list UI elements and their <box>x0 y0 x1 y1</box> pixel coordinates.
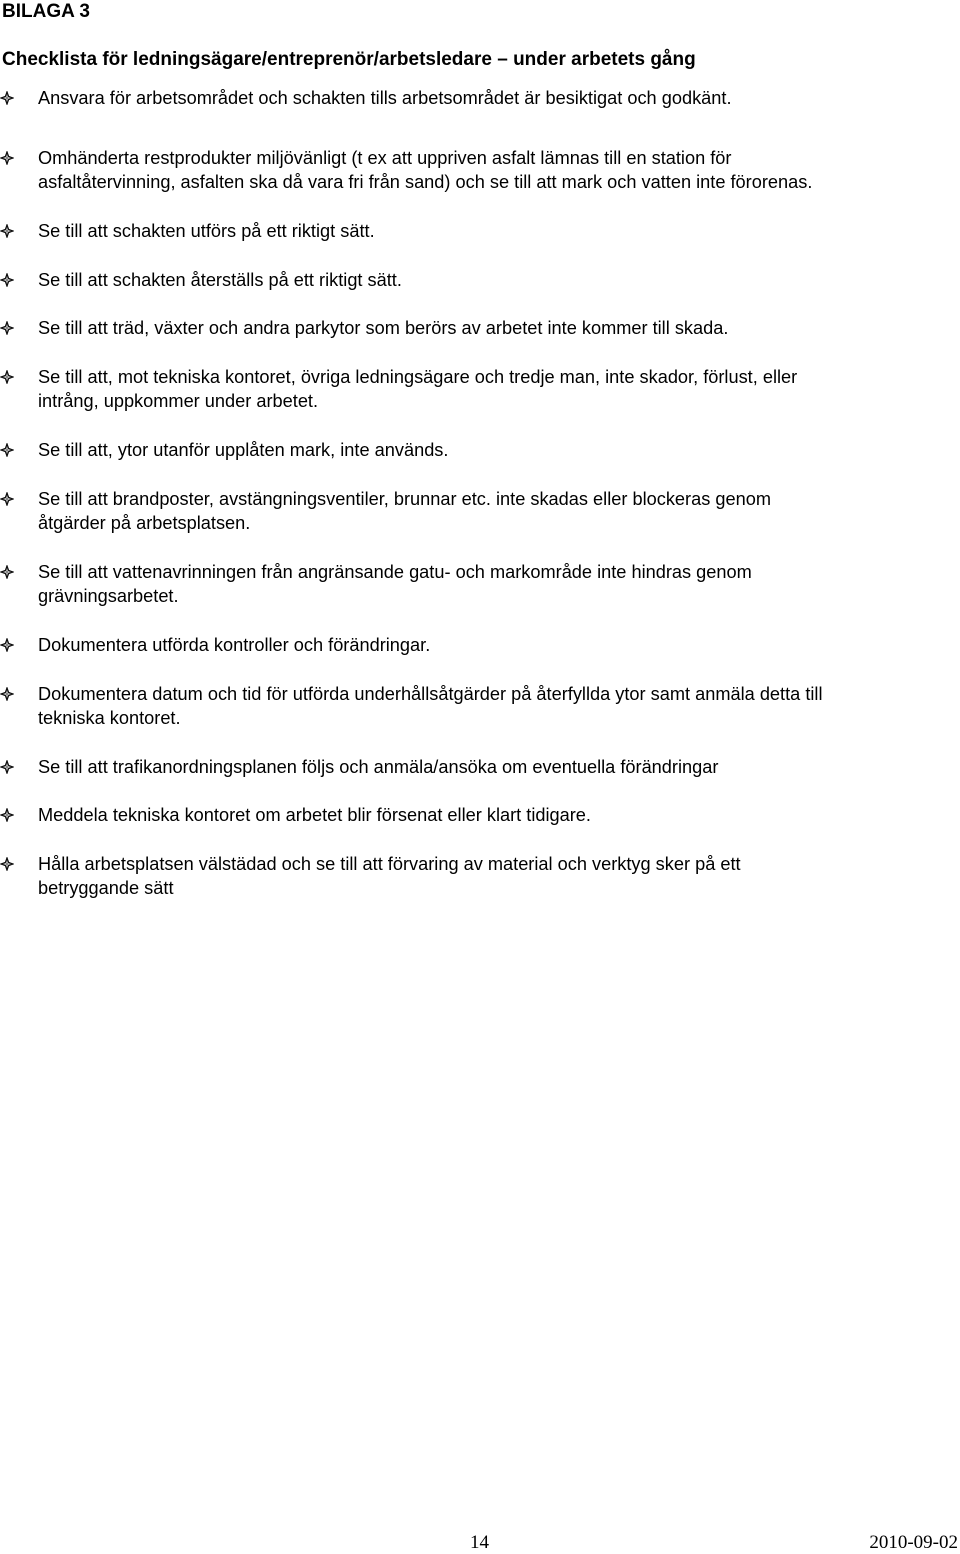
four-petal-diamond-icon <box>0 565 14 579</box>
page-date: 2010-09-02 <box>869 1532 958 1553</box>
checklist-item <box>0 487 950 535</box>
checklist-item-text: Se till att, mot tekniska kontoret, övriga ledningsägare och tredje man, inte skador, förlust, eller intrång, uppkommer under arbetet. <box>38 367 798 411</box>
checklist-item-text: Se till att vattenavrinningen från angränsande gatu- och markområde inte hindras genom grävningsarbetet. <box>38 562 752 606</box>
checklist-item-text: Ansvara för arbetsområdet och schakten tills arbetsområdet är besiktigat och godkänt. <box>38 88 732 108</box>
checklist-item <box>0 682 950 730</box>
four-petal-diamond-icon <box>0 760 14 774</box>
four-petal-diamond-icon <box>0 638 14 652</box>
checklist-item <box>0 560 950 608</box>
checklist-item <box>0 86 950 110</box>
checklist-item-text: Se till att schakten återställs på ett riktigt sätt. <box>38 270 402 290</box>
checklist-item-text: Se till att schakten utförs på ett riktigt sätt. <box>38 221 375 241</box>
checklist-item-text: Meddela tekniska kontoret om arbetet blir försenat eller klart tidigare. <box>38 805 591 825</box>
checklist-item <box>0 803 950 827</box>
four-petal-diamond-icon <box>0 321 14 335</box>
checklist-item-text: Se till att, ytor utanför upplåten mark, inte används. <box>38 440 449 460</box>
checklist-item-text: Se till att brandposter, avstängningsventiler, brunnar etc. inte skadas eller blockeras genom åtgärder på arbetsplatsen. <box>38 489 771 533</box>
four-petal-diamond-icon <box>0 370 14 384</box>
four-petal-diamond-icon <box>0 492 14 506</box>
checklist-item-text: Dokumentera datum och tid för utförda underhållsåtgärder på återfyllda ytor samt anmäla detta till tekniska kontoret. <box>38 684 823 728</box>
four-petal-diamond-icon <box>0 273 14 287</box>
four-petal-diamond-icon <box>0 857 14 871</box>
page-heading: BILAGA 3 <box>2 1 90 22</box>
checklist-item <box>0 365 950 413</box>
four-petal-diamond-icon <box>0 443 14 457</box>
checklist-item <box>0 146 950 194</box>
checklist-item <box>0 219 950 243</box>
four-petal-diamond-icon <box>0 687 14 701</box>
four-petal-diamond-icon <box>0 224 14 238</box>
checklist-item-text: Hålla arbetsplatsen välstädad och se till att förvaring av material och verktyg sker på ett betryggande sätt <box>38 854 741 898</box>
four-petal-diamond-icon <box>0 91 14 105</box>
four-petal-diamond-icon <box>0 808 14 822</box>
checklist-item <box>0 755 950 779</box>
checklist-item-text: Dokumentera utförda kontroller och förändringar. <box>38 635 431 655</box>
checklist-item <box>0 438 950 462</box>
checklist-item <box>0 316 950 340</box>
checklist-item <box>0 268 950 292</box>
page-number: 14 <box>470 1532 489 1553</box>
four-petal-diamond-icon <box>0 151 14 165</box>
checklist-item <box>0 852 950 900</box>
checklist-item-text: Omhänderta restprodukter miljövänligt (t ex att uppriven asfalt lämnas till en station för asfaltåtervinning, asfalten ska då vara fri från sand) och se till att mark och vatten inte förorenas. <box>38 148 813 192</box>
checklist-item <box>0 633 950 657</box>
checklist-item-text: Se till att trafikanordningsplanen följs och anmäla/ansöka om eventuella förändringar <box>38 757 719 777</box>
page-subheading: Checklista för ledningsägare/entreprenör/arbetsledare – under arbetets gång <box>2 49 696 70</box>
checklist-item-text: Se till att träd, växter och andra parkytor som berörs av arbetet inte kommer till skada. <box>38 318 729 338</box>
